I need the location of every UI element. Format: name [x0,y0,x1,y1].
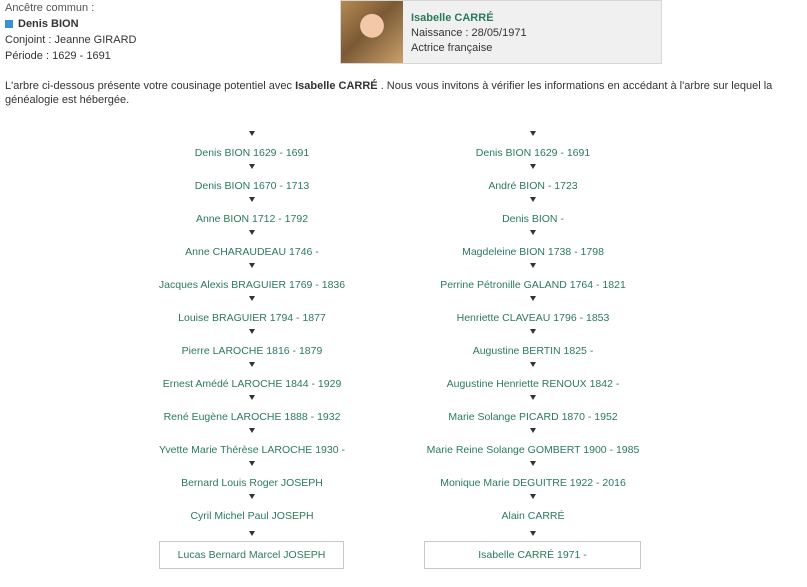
left-lineage-column [152,127,352,523]
lineage-step [152,226,352,259]
lineage-step [152,127,352,160]
down-arrow-icon [530,395,536,400]
lineage-step [433,490,633,523]
lineage-person-link[interactable]: Augustine Henriette RENOUX 1842 - [446,378,620,390]
down-arrow-icon [249,263,255,268]
down-arrow-icon [249,362,255,367]
lineage-step [152,457,352,490]
lineage-step [433,358,633,391]
down-arrow-icon [249,296,255,301]
lineage-step [152,358,352,391]
down-arrow-icon [530,461,536,466]
lineage-step [433,292,633,325]
down-arrow-icon [249,531,255,536]
down-arrow-icon [530,329,536,334]
celebrity-name[interactable]: Isabelle CARRÉ [411,12,494,24]
right-final-person[interactable]: Isabelle CARRÉ 1971 - [424,541,641,569]
lineage-person-link[interactable]: René Eugène LAROCHE 1888 - 1932 [163,411,341,423]
lineage-step [433,193,633,226]
intro-text [5,79,795,107]
left-final-person[interactable]: Lucas Bernard Marcel JOSEPH [159,541,344,569]
lineage-step [433,391,633,424]
lineage-person-link[interactable]: Anne BION 1712 - 1792 [195,213,309,225]
common-ancestor-label: Ancêtre commun : [5,2,95,14]
down-arrow-icon [249,131,255,136]
down-arrow-icon [249,395,255,400]
down-arrow-icon [249,494,255,499]
lineage-person-link[interactable]: Denis BION 1629 - 1691 [194,147,310,159]
lineage-step [152,391,352,424]
lineage-step [433,226,633,259]
down-arrow-icon [249,164,255,169]
lineage-person-link[interactable]: Henriette CLAVEAU 1796 - 1853 [456,312,610,324]
down-arrow-icon [530,164,536,169]
ancestor-period: Période : 1629 - 1691 [5,50,111,62]
lineage-person-link[interactable]: Marie Reine Solange GOMBERT 1900 - 1985 [426,444,640,456]
down-arrow-icon [530,362,536,367]
down-arrow-icon [530,230,536,235]
lineage-person-link[interactable]: Augustine BERTIN 1825 - [472,345,594,357]
lineage-person-link[interactable]: Ernest Amédé LAROCHE 1844 - 1929 [162,378,342,390]
lineage-person-link[interactable]: Anne CHARAUDEAU 1746 - [185,246,319,258]
celebrity-role: Actrice française [411,42,493,54]
lineage-person-link[interactable]: Denis BION 1670 - 1713 [194,180,310,192]
lineage-person-link[interactable]: Louise BRAGUIER 1794 - 1877 [178,312,326,324]
lineage-step [152,193,352,226]
down-arrow-icon [530,131,536,136]
lineage-step [433,457,633,490]
lineage-person-link[interactable]: Perrine Pétronille GALAND 1764 - 1821 [440,279,626,291]
right-lineage-column [426,127,640,523]
lineage-person-link[interactable]: Pierre LAROCHE 1816 - 1879 [181,345,323,357]
lineage-person-link[interactable]: Bernard Louis Roger JOSEPH [181,477,323,489]
common-ancestor-block [5,0,136,64]
down-arrow-icon [249,230,255,235]
down-arrow-icon [530,296,536,301]
common-ancestor-name[interactable] [5,16,136,32]
lineage-person-link[interactable]: Denis BION 1629 - 1691 [475,147,591,159]
lineage-step [152,292,352,325]
lineage-step [152,490,352,523]
lineage-person-link[interactable]: Cyril Michel Paul JOSEPH [190,510,314,522]
down-arrow-icon [530,494,536,499]
lineage-person-link[interactable]: Alain CARRÉ [501,510,565,522]
down-arrow-icon [530,531,536,536]
lineage-person-link[interactable]: Jacques Alexis BRAGUIER 1769 - 1836 [158,279,346,291]
down-arrow-icon [530,197,536,202]
lineage-step [426,424,640,457]
down-arrow-icon [249,461,255,466]
lineage-person-link[interactable]: Monique Marie DEGUITRE 1922 - 2016 [440,477,626,489]
celebrity-photo[interactable] [341,1,403,63]
lineage-person-link[interactable]: André BION - 1723 [488,180,578,192]
lineage-person-link[interactable]: Denis BION - [502,213,564,225]
lineage-step [433,259,633,292]
lineage-step [433,127,633,160]
lineage-person-link[interactable]: Yvette Marie Thérèse LAROCHE 1930 - [159,444,345,456]
ancestor-spouse: Conjoint : Jeanne GIRARD [5,34,137,46]
lineage-person-link[interactable]: Magdeleine BION 1738 - 1798 [462,246,604,258]
down-arrow-icon [249,197,255,202]
celebrity-card[interactable] [340,0,662,64]
intro-celebrity-name: Isabelle CARRÉ [295,80,378,92]
down-arrow-icon [249,428,255,433]
down-arrow-icon [530,428,536,433]
lineage-person-link[interactable]: Marie Solange PICARD 1870 - 1952 [448,411,618,423]
celebrity-birth: Naissance : 28/05/1971 [411,27,527,39]
lineage-step [433,160,633,193]
down-arrow-icon [249,329,255,334]
intro-before: L'arbre ci-dessous présente votre cousinage potentiel avec [5,80,296,92]
lineage-step [433,325,633,358]
blue-square-icon [5,20,13,28]
lineage-step [152,160,352,193]
celebrity-info [411,11,527,56]
lineage-step [152,424,352,457]
down-arrow-icon [530,263,536,268]
ancestor-name-text: Denis BION [18,18,79,30]
lineage-step [152,259,352,292]
lineage-step [152,325,352,358]
intro-after: . Nous vous invitons à vérifier les informations en accédant à l'arbre sur lequel la généalogie est hébergée. [5,80,773,106]
